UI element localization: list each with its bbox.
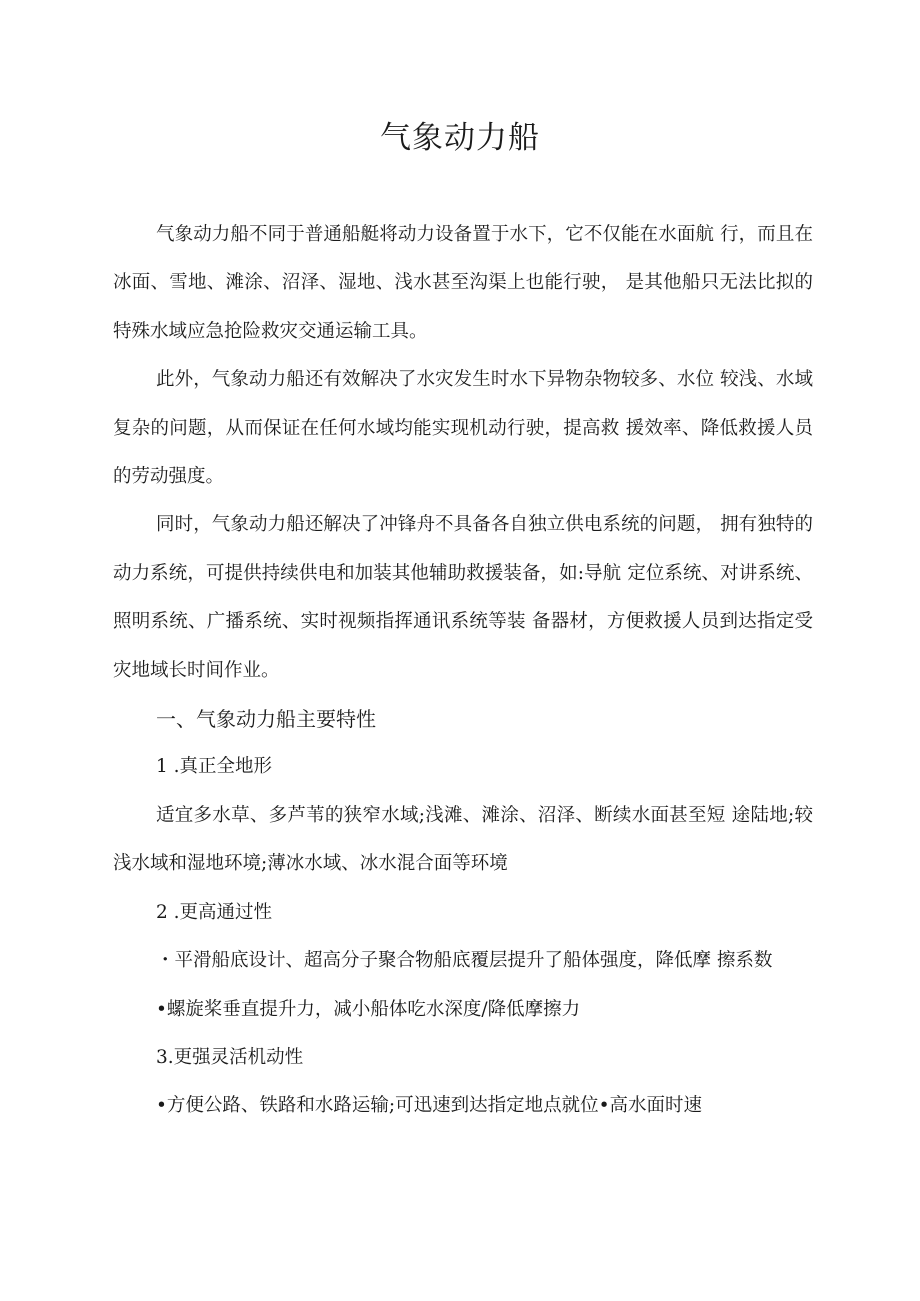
- paragraph-intro: 气象动力船不同于普通船艇将动力设备置于水下，它不仅能在水面航 行，而且在冰面、雪地、滩涂、沼泽、湿地、浅水甚至沟渠上也能行驶， 是其他船只无法比拟的特殊水域应急抢险救灾交通运输工具。: [113, 224, 813, 342]
- paragraph-advantages: 此外，气象动力船还有效解决了水灾发生时水下异物杂物较多、水位 较浅、水域复杂的问题，从而保证在任何水域均能实现机动行驶，提高救 援效率、降低救援人员的劳动强度。: [113, 369, 813, 488]
- bullet-transport: •方便公路、铁路和水路运输;可迅速到达指定地点就位•高水面时速: [156, 1095, 703, 1117]
- section-heading-features: 一、气象动力船主要特性: [156, 707, 376, 732]
- subheading-mobility: 3.更强灵活机动性: [156, 1046, 304, 1068]
- subheading-passability: 2 .更高通过性: [156, 901, 273, 923]
- paragraph-power-system: 同时，气象动力船还解决了冲锋舟不具备各自独立供电系统的问题， 拥有独特的动力系统，可提供持续供电和加装其他辅助救援装备，如:导航 定位系统、对讲系统、照明系统、广播系统、实时视频指挥通讯系统等装 备器材，方便救援人员到达指定受灾地域长时间作业。: [113, 514, 813, 681]
- subheading-all-terrain: 1 .真正全地形: [156, 756, 273, 778]
- document-title: 气象动力船: [380, 120, 540, 156]
- document-body: [113, 211, 813, 1131]
- bullet-propeller-lift: •螺旋桨垂直提升力，减小船体吃水深度/降低摩擦力: [156, 998, 581, 1020]
- bullet-smooth-hull: ・平滑船底设计、超高分子聚合物船底覆层提升了船体强度，降低摩 擦系数: [156, 950, 773, 972]
- paragraph-all-terrain: 适宜多水草、多芦苇的狭窄水域;浅滩、滩涂、沼泽、断续水面甚至短 途陆地;较浅水域和湿地环境;薄冰水域、冰水混合面等环境: [113, 804, 813, 875]
